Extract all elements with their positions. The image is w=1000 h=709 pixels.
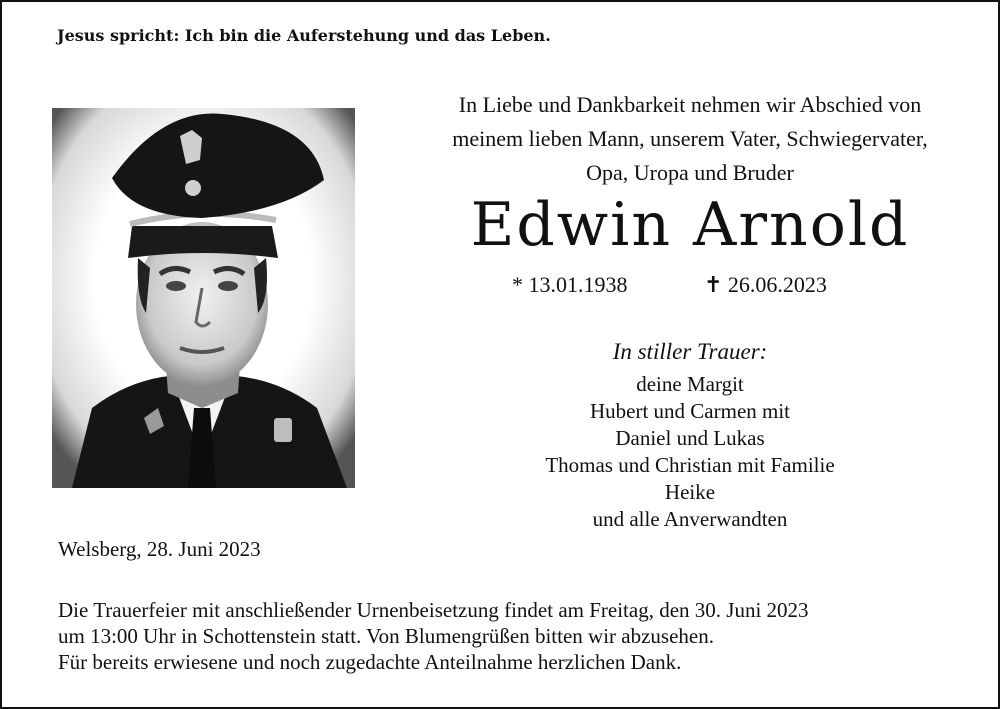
intro-line: meinem lieben Mann, unserem Vater, Schwiegervater, <box>452 126 928 151</box>
intro-line: In Liebe und Dankbarkeit nehmen wir Abschied von <box>458 92 922 117</box>
mourner-line: und alle Anverwandten <box>592 507 788 531</box>
mourner-line: Daniel und Lukas <box>615 426 765 450</box>
birth-date: * 13.01.1938 <box>512 272 628 297</box>
portrait-photo <box>52 108 355 488</box>
mourners-list <box>400 371 980 533</box>
deceased-name: Edwin Arnold <box>470 190 910 260</box>
footer-line: um 13:00 Uhr in Schottenstein statt. Von Blumengrüßen bitten wir abzusehen. <box>58 624 714 648</box>
mourner-line: Thomas und Christian mit Familie <box>545 453 835 477</box>
place-date: Welsberg, 28. Juni 2023 <box>58 537 261 561</box>
portrait-illustration <box>52 108 355 488</box>
mourning-heading: In stiller Trauer: <box>612 339 768 364</box>
footer-line: Für bereits erwiesene und noch zugedachte Anteilnahme herzlichen Dank. <box>58 650 682 674</box>
intro-text <box>400 88 980 190</box>
mourner-line: Hubert und Carmen mit <box>589 399 791 423</box>
funeral-notice <box>58 597 958 675</box>
footer-line: Die Trauerfeier mit anschließender Urnenbeisetzung findet am Freitag, den 30. Juni 2023 <box>58 598 809 622</box>
mourner-line: deine Margit <box>636 372 744 396</box>
death-date: ✝ 26.06.2023 <box>704 272 827 297</box>
mourner-line: Heike <box>664 480 716 504</box>
bible-verse: Jesus spricht: Ich bin die Auferstehung und das Leben. <box>57 26 551 45</box>
intro-line: Opa, Uropa und Bruder <box>586 160 794 185</box>
